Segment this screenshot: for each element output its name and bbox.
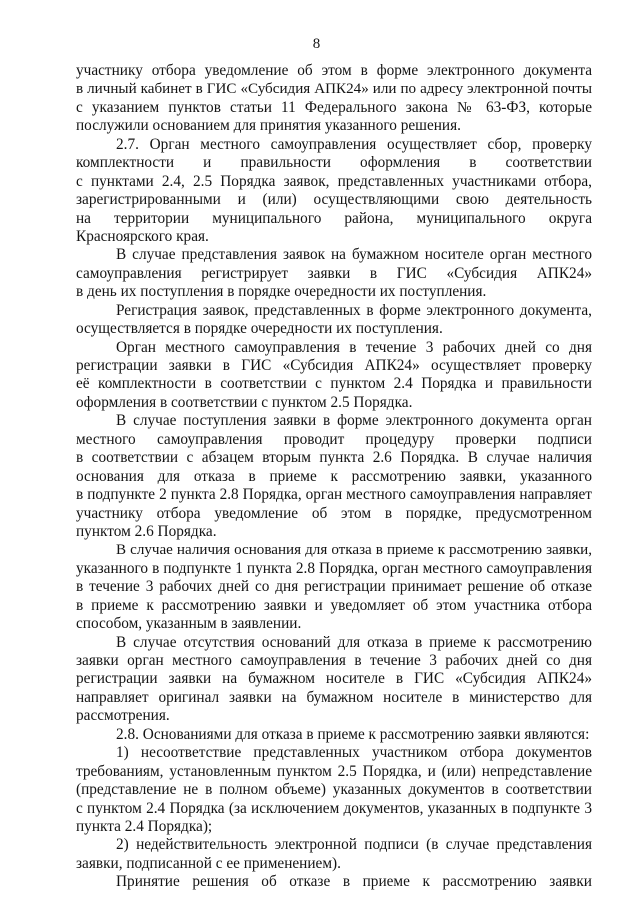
text-line: регистрации заявки в ГИС «Субсидия АПК24» осуществляет проверку [76,357,592,374]
text-line: с пунктами 2.4, 2.5 Порядка заявок, представленных участниками отбора, [76,172,592,190]
page-number: 8 [312,36,321,52]
text-line: 1) несоответствие представленных участником отбора документов [116,744,592,762]
text-line: на территории муниципального района, муниципального округа [76,209,592,227]
text-line: В случае поступления заявки в форме электронного документа орган [116,412,592,430]
text-line: пункта 2.4 Порядка); [76,817,213,835]
text-line: участнику отбора уведомление об этом в форме электронного документа [76,62,592,79]
text-line: послужили основанием для принятия указанного решения. [76,117,461,135]
text-line: в течение 3 рабочих дней со дня регистрации принимает решение об отказе [76,578,592,596]
document-body [76,62,592,892]
text-line: способом, указанным в заявлении. [76,615,302,633]
text-line: пунктом 2.6 Порядка. [76,522,217,540]
text-line: 2) недействительность электронной подписи (в случае представления [116,836,592,854]
text-line: 2.8. Основаниями для отказа в приеме к рассмотрению заявки являются: [116,725,590,743]
text-line: Красноярского края. [76,227,209,245]
text-line: В случае отсутствия оснований для отказа в приеме к рассмотрению [116,633,592,651]
text-line: В случае представления заявок на бумажном носителе орган местного [116,246,592,264]
text-line: с указанием пунктов статьи 11 Федерального закона № 63-ФЗ, которые [76,98,592,116]
text-line: с пунктом 2.4 Порядка (за исключением документов, указанных в подпункте 3 [76,799,592,817]
text-line: 2.7. Орган местного самоуправления осуществляет сбор, проверку [116,135,592,153]
text-line: комплектности и правильности оформления в соответствии [76,154,592,172]
text-line: основания для отказа в приеме к рассмотрению заявки, указанного [76,467,592,485]
text-line: оформления в соответствии с пунктом 2.5 Порядка. [76,393,413,411]
text-line: Регистрация заявок, представленных в форме электронного документа, [116,301,592,319]
text-line: В случае наличия основания для отказа в приеме к рассмотрению заявки, [116,542,592,559]
text-line: заявки орган местного самоуправления в течение 3 рабочих дней со дня [76,652,592,669]
text-line: в личный кабинет в ГИС «Субсидия АПК24» или по адресу электронной почты [76,81,592,98]
text-line: в подпункте 2 пункта 2.8 Порядка, орган местного самоуправления направляет [76,486,592,504]
text-line: (представление не в полном объеме) указанных документов в соответствии [76,781,592,799]
text-line: указанного в подпункте 1 пункта 2.8 Порядка, орган местного самоуправления [76,559,592,577]
text-line: осуществляется в порядке очередности их поступления. [76,320,443,338]
text-line: её комплектности в соответствии с пунктом 2.4 Порядка и правильности [76,375,592,393]
text-line: требованиям, установленным пунктом 2.5 Порядка, и (или) непредставление [76,762,592,780]
text-line: в день их поступления в порядке очередности их поступления. [76,283,487,301]
text-line: регистрации заявки на бумажном носителе в ГИС «Субсидия АПК24» [76,670,592,688]
text-line: участнику отбора уведомление об этом в порядке, предусмотренном [76,504,592,522]
text-line: самоуправления регистрирует заявки в ГИС «Субсидия АПК24» [76,264,592,282]
text-line: местного самоуправления проводит процедуру проверки подписи [76,430,592,448]
text-line: зарегистрированными и (или) осуществляющими свою деятельность [76,191,592,209]
text-line: в соответствии с абзацем вторым пункта 2.6 Порядка. В случае наличия [76,449,592,467]
text-line: Орган местного самоуправления в течение 3 рабочих дней со дня [116,338,592,356]
text-line: заявки, подписанной с ее применением). [76,854,341,872]
text-line: в приеме к рассмотрению заявки и уведомляет об этом участника отбора [76,596,592,614]
text-line: направляет оригинал заявки на бумажном носителе в министерство для [76,688,592,706]
text-line: рассмотрения. [76,707,170,725]
text-line: Принятие решения об отказе в приеме к рассмотрению заявки [116,873,592,891]
